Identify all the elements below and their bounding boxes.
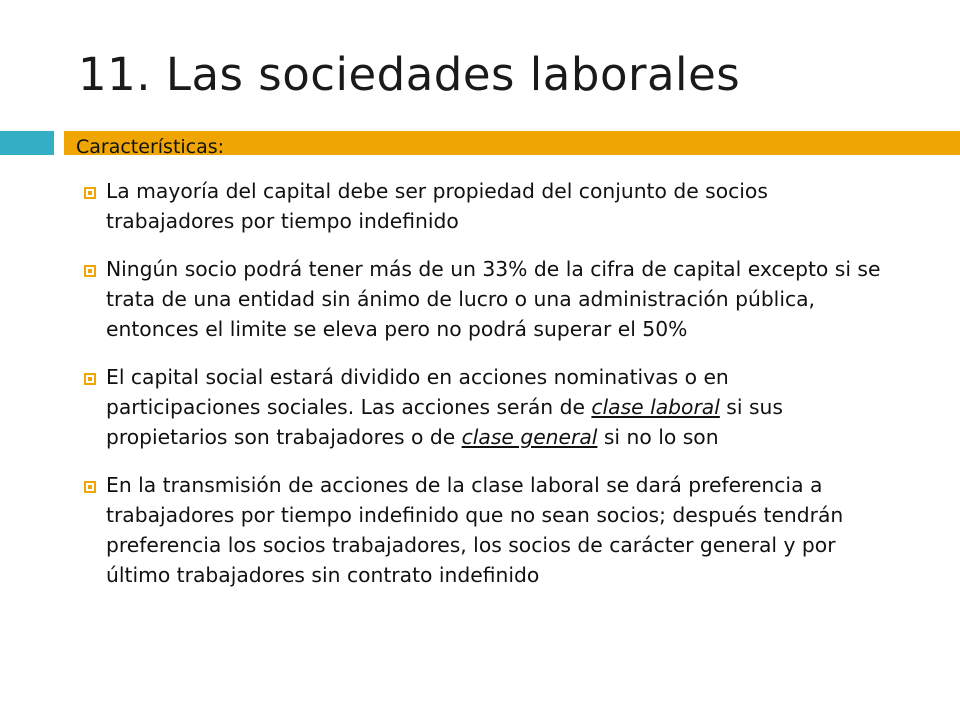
bullet-text-part: El capital social estará dividido en acciones nominativas o en participaciones sociales. Las acciones serán de — [106, 365, 729, 419]
bullet-item — [82, 362, 887, 452]
accent-bar-teal — [0, 131, 54, 155]
square-bullet-icon — [84, 481, 96, 493]
bullet-list — [82, 176, 887, 590]
slide-title: 11. Las sociedades laborales — [78, 48, 741, 101]
bullet-text: En la transmisión de acciones de la clase laboral se dará preferencia a trabajadores por tiempo indefinido que no sean socios; después tendrán preferencia los socios trabajadores, los socios de carácter general y por último trabajadores sin contrato indefinido — [106, 473, 844, 587]
bullet-item — [82, 176, 887, 236]
bullet-item — [82, 470, 887, 590]
term-clase-laboral: clase laboral — [591, 395, 720, 419]
square-bullet-icon — [84, 373, 96, 385]
square-bullet-icon — [84, 187, 96, 199]
bullet-text: La mayoría del capital debe ser propiedad del conjunto de socios trabajadores por tiempo indefinido — [106, 179, 768, 233]
section-subtitle: Características: — [76, 136, 225, 158]
bullet-text: Ningún socio podrá tener más de un 33% de la cifra de capital excepto si se trata de una entidad sin ánimo de lucro o una administración pública, entonces el limite se eleva pero no podrá superar el 50% — [106, 257, 881, 341]
bullet-item — [82, 254, 887, 344]
term-clase-general: clase general — [461, 425, 598, 449]
bullet-text-part: si no lo son — [597, 425, 719, 449]
bullet-text-part: si sus propietarios son trabajadores o de — [106, 395, 783, 449]
square-bullet-icon — [84, 265, 96, 277]
